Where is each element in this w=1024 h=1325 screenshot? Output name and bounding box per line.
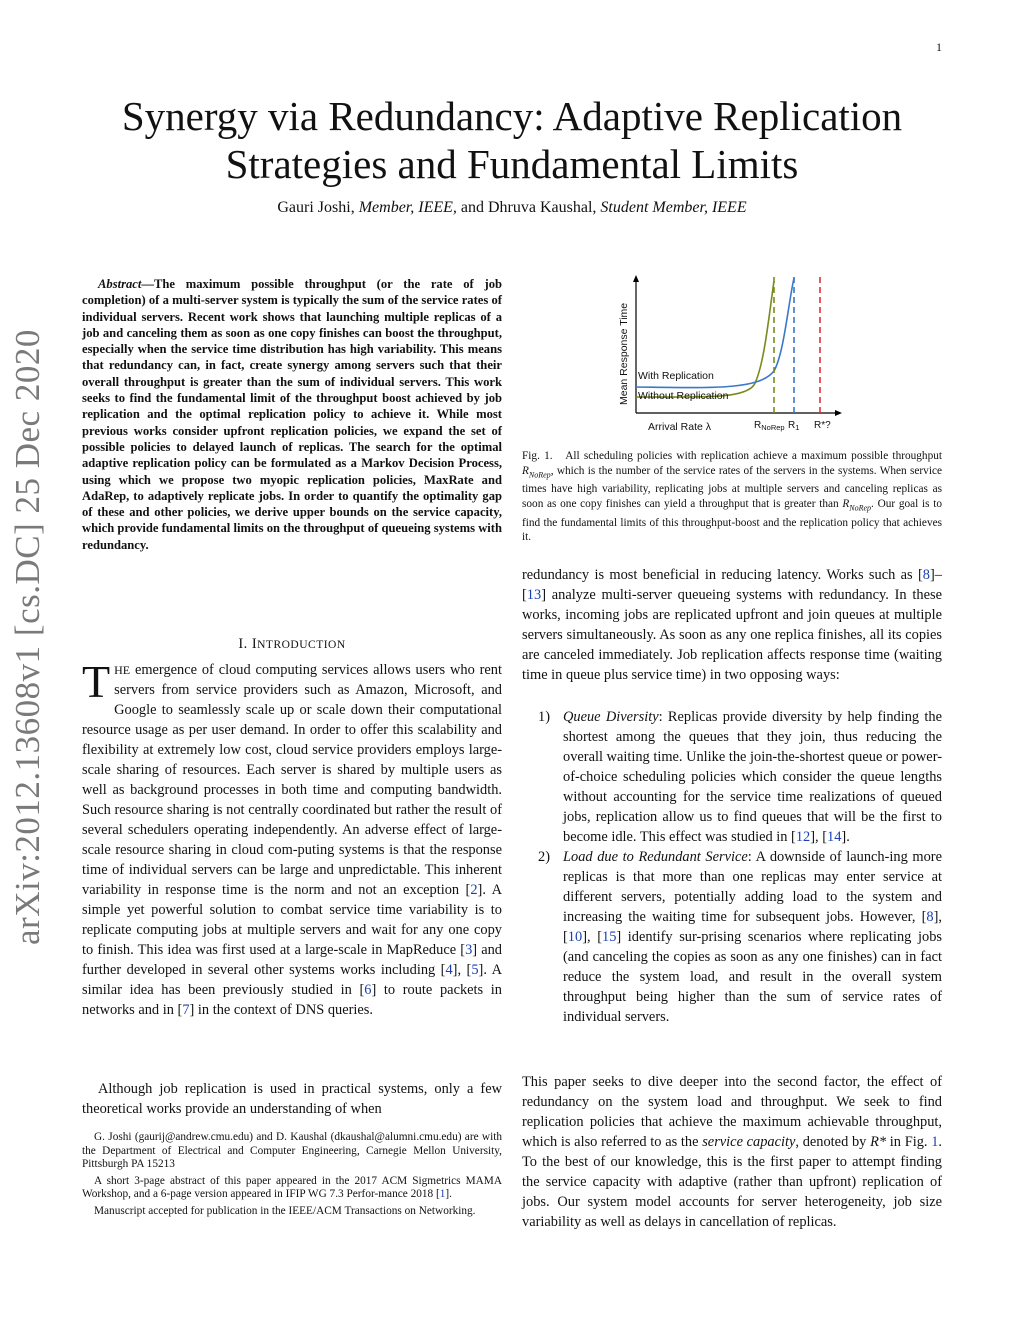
tick-rnorep-sub: NoRep	[761, 423, 785, 432]
right-p2-c: in Fig.	[886, 1134, 932, 1150]
list-text-2a: : A downside of launch-ing more replicas is that more than one replicas may enter service at different servers, potentially adding load to the system and increasing the waiting time for subsequent jobs. However, [	[563, 849, 942, 925]
title-line-2: Strategies and Fundamental Limits	[225, 141, 799, 187]
figure-caption	[522, 449, 942, 545]
citation-4[interactable]: 4	[445, 962, 453, 978]
author-line	[82, 199, 942, 217]
tick-rstar: R*?	[814, 420, 831, 431]
intro-text-g: ] in the context of DNS queries.	[189, 1002, 373, 1018]
arxiv-stamp: arXiv:2012.13608v1 [cs.DC] 25 Dec 2020	[8, 329, 47, 945]
list-text-1b: ], [	[810, 829, 828, 845]
list-text-2b: ], [	[563, 909, 942, 945]
right-p1-c: ] analyze multi-server queueing systems with redundancy. In these works, incoming jobs are replicated upfront and join queues at multiple servers simultaneously. As soon as any one replica finishes, all its copies are canceled immediately. Job replication affects response time (waiting time in queue plus service time) in two opposing ways:	[522, 587, 942, 683]
caption-text-1: All scheduling policies with replication achieve a maximum possible throughput	[565, 450, 943, 462]
intro-text-e: ]. A similar idea has been previously studied in [	[82, 962, 502, 998]
caption-text-2: , which is the number of the service rates of the servers in the systems. When service times have high variability, replicating jobs at multiple servers and canceling replicas as soon as one copy finishes can yield a throughput that is greater than	[522, 464, 942, 510]
intro-paragraph	[82, 656, 502, 1020]
intro-text-b: ]. A simple yet powerful solution to combat service time variability is to replicate computing jobs at multiple servers and wait for any one copy to finish. This idea was first used at a large-scale in MapReduce [	[82, 882, 502, 958]
citation-13[interactable]: 13	[526, 587, 542, 603]
list-item-redundant-load	[522, 847, 942, 1027]
intro-text-a: emergence of cloud computing services allows users who rent servers from service providers such as Amazon, Microsoft, and Google to seamlessly scale up or scale down their computational resource usage as per user demand. In order to offer this scalability and flexibility at extremely low cost, cloud service providers employs large-scale sharing of resources. Each server is shared by multiple users as well as background processes in both time and computing bandwidth. Such resource sharing is not centrally coordinated but rather the result of several schedulers operating independently. An adverse effect of large-scale resource sharing in cloud com-puting systems is that the response time of individual servers can be large and unpredictable. This inherent variability in response time is the norm and not an exception [	[82, 662, 502, 898]
footnote-manuscript: Manuscript accepted for publication in the IEEE/ACM Transactions on Networking.	[94, 1204, 476, 1217]
citation-3[interactable]: 3	[465, 942, 473, 958]
list-text-1c: ].	[841, 829, 850, 845]
section-number: I.	[238, 636, 248, 652]
citation-8[interactable]: 8	[922, 567, 930, 583]
figure-1-plot	[614, 275, 954, 435]
caption-text-3: . Our goal is to find the fundamental limits of this throughput-boost and the replication policy that achieves it.	[522, 497, 942, 543]
footnote-prior-version	[82, 1175, 502, 1202]
y-axis-arrow	[633, 275, 639, 282]
caption-rnorep-1-sub: NoRep	[528, 469, 551, 479]
y-axis-label: Mean Response Time	[618, 302, 630, 405]
footnote-prior-text: A short 3-page abstract of this paper appeared in the 2017 ACM Sigmetrics MAMA Workshop, and a 6-page version appeared in IFIP WG 7.3 Perfor-mance 2018 [	[82, 1174, 502, 1201]
section-heading	[82, 636, 502, 653]
right-p2-d: . To the best of our knowledge, this is the first paper to attempt finding the service capacity with adaptive (rather than upfront) replication of jobs. Our system model accounts for server heterogeneity, job size variability as well as delays in cancellation of replicas.	[522, 1134, 943, 1230]
caption-rnorep-2-sub: NoRep	[849, 503, 872, 512]
intro-text-f: ] to route packets in networks and in [	[82, 982, 502, 1018]
citation-7[interactable]: 7	[182, 1002, 190, 1018]
author-1: Gauri Joshi,	[277, 199, 355, 216]
with-replication-label: With Replication	[638, 370, 714, 382]
caption-rnorep-2	[842, 498, 871, 510]
effects-list	[522, 707, 942, 1027]
first-word-rest: HE	[114, 663, 131, 677]
title-line-1: Synergy via Redundancy: Adaptive Replication	[121, 93, 903, 139]
caption-rnorep-1-main: R	[522, 464, 529, 477]
footnote-prior-end: ].	[445, 1188, 452, 1201]
caption-rnorep-1	[522, 465, 551, 477]
right-p2-a: This paper seeks to dive deeper into the second factor, the effect of redundancy on the system load and throughput. We seek to find replication policies that achieve the maximum achievable throughput, which is also referred to as the	[522, 1074, 942, 1150]
figure-reference[interactable]: 1	[931, 1134, 939, 1150]
tick-rnorep-main: R	[754, 420, 762, 431]
citation-14[interactable]: 14	[827, 829, 842, 845]
author-1-role: Member, IEEE,	[358, 199, 457, 216]
abstract-text: —The maximum possible throughput (or the rate of job completion) of a multi-server system is typically the sum of the service rates of individual servers. Recent work shows that launching multiple replicas of a job and canceling them as soon as one copy finishes can boost the throughput, especially when the service time distribution has high variability. This means that redundancy can, in fact, create synergy among servers such that their overall throughput is greater than the sum of individual servers. This work seeks to find the fundamental limit of the throughput boost achieved by job replication and the optimal replication policy to achieve it. While most previous works consider upfront replication policies, we expand the set of possible policies to delayed launch of replicas. The search for the optimal adaptive replication policy can be formulated as a Markov Decision Process, using which we propose two myopic replication policies, MaxRate and AdaRep, to adaptively replicate jobs. In order to quantify the optimality gap of these and other policies, we derive upper bounds on the service capacity, which provide fundamental limits on the throughput of queueing systems with redundancy.	[82, 277, 502, 552]
list-text-2d: ] identify sur-prising scenarios where replicating jobs (and canceling the copies as soon as any one finishes) can in fact reduce the system load, and result in the overall system throughput being higher than the sum of service rates of individual servers.	[563, 929, 942, 1025]
section-title-rest: NTRODUCTION	[257, 639, 346, 651]
rstar-symbol: R*	[870, 1134, 887, 1150]
list-number-1: 1)	[538, 709, 550, 725]
list-text-1a: : Replicas provide diversity by help finding the shortest among the queues that they join, thus reducing the overall waiting time. Unlike the join-the-shortest queue or power-of-choice scheduling policies which consider the queue lengths without accounting for the service time realizations of queued jobs, replication allow us to find queues that will be the first to become idle. This effect was studied in [	[563, 709, 942, 845]
list-number-2: 2)	[538, 849, 550, 865]
footnote-affiliation: G. Joshi (gaurij@andrew.cmu.edu) and D. Kaushal (dkaushal@alumni.cmu.edu) are with the Department of Electrical and Computer Engineering, Carnegie Mellon University, Pittsburgh PA 15213	[82, 1131, 502, 1171]
tick-r1-sub: 1	[795, 423, 800, 432]
tick-r1-main: R	[788, 420, 796, 431]
intro-text-c: ] and further developed in several other systems works including [	[82, 942, 502, 978]
right-p1-a: redundancy is most beneficial in reducing latency. Works such as [	[522, 567, 923, 583]
intro-paragraph-2: Although job replication is used in practical systems, only a few theoretical works provide an understanding of when	[82, 1081, 502, 1117]
author-and: and	[460, 199, 484, 216]
right-p1-b: ]–[	[522, 567, 942, 603]
right-paragraph-1	[522, 565, 942, 685]
citation-1[interactable]: 1	[439, 1188, 446, 1201]
citation-8b[interactable]: 8	[926, 909, 934, 925]
citation-12[interactable]: 12	[795, 829, 811, 845]
list-title-1: Queue Diversity	[563, 709, 659, 725]
right-paragraph-2	[522, 1072, 942, 1232]
service-capacity-term: service capacity	[702, 1134, 796, 1150]
abstract	[82, 276, 502, 553]
citation-2[interactable]: 2	[470, 882, 478, 898]
author-2-role: Student Member, IEEE	[600, 199, 747, 216]
list-text-2c: ], [	[582, 929, 602, 945]
citation-6[interactable]: 6	[364, 982, 372, 998]
footnotes	[82, 1131, 502, 1222]
caption-label: Fig. 1.	[522, 450, 553, 462]
x-axis-label: Arrival Rate λ	[648, 421, 712, 433]
abstract-label: Abstract	[98, 277, 142, 291]
right-p2-b: , denoted by	[795, 1134, 871, 1150]
page-number: 1	[936, 40, 942, 54]
citation-5[interactable]: 5	[471, 962, 479, 978]
intro-text-d: ], [	[452, 962, 472, 978]
tick-r1	[788, 420, 799, 432]
citation-15[interactable]: 15	[602, 929, 617, 945]
list-item-queue-diversity	[522, 707, 942, 847]
dropcap: T	[82, 656, 111, 707]
section-title-initial: I	[251, 636, 258, 652]
tick-rnorep	[754, 420, 785, 432]
caption-rnorep-2-main: R	[842, 497, 850, 510]
without-replication-label: Without Replication	[638, 390, 729, 402]
author-2: Dhruva Kaushal,	[488, 199, 597, 216]
list-title-2: Load due to Redundant Service	[563, 849, 748, 865]
paper-title	[82, 92, 942, 188]
citation-10[interactable]: 10	[567, 929, 583, 945]
x-axis-arrow	[835, 410, 842, 416]
